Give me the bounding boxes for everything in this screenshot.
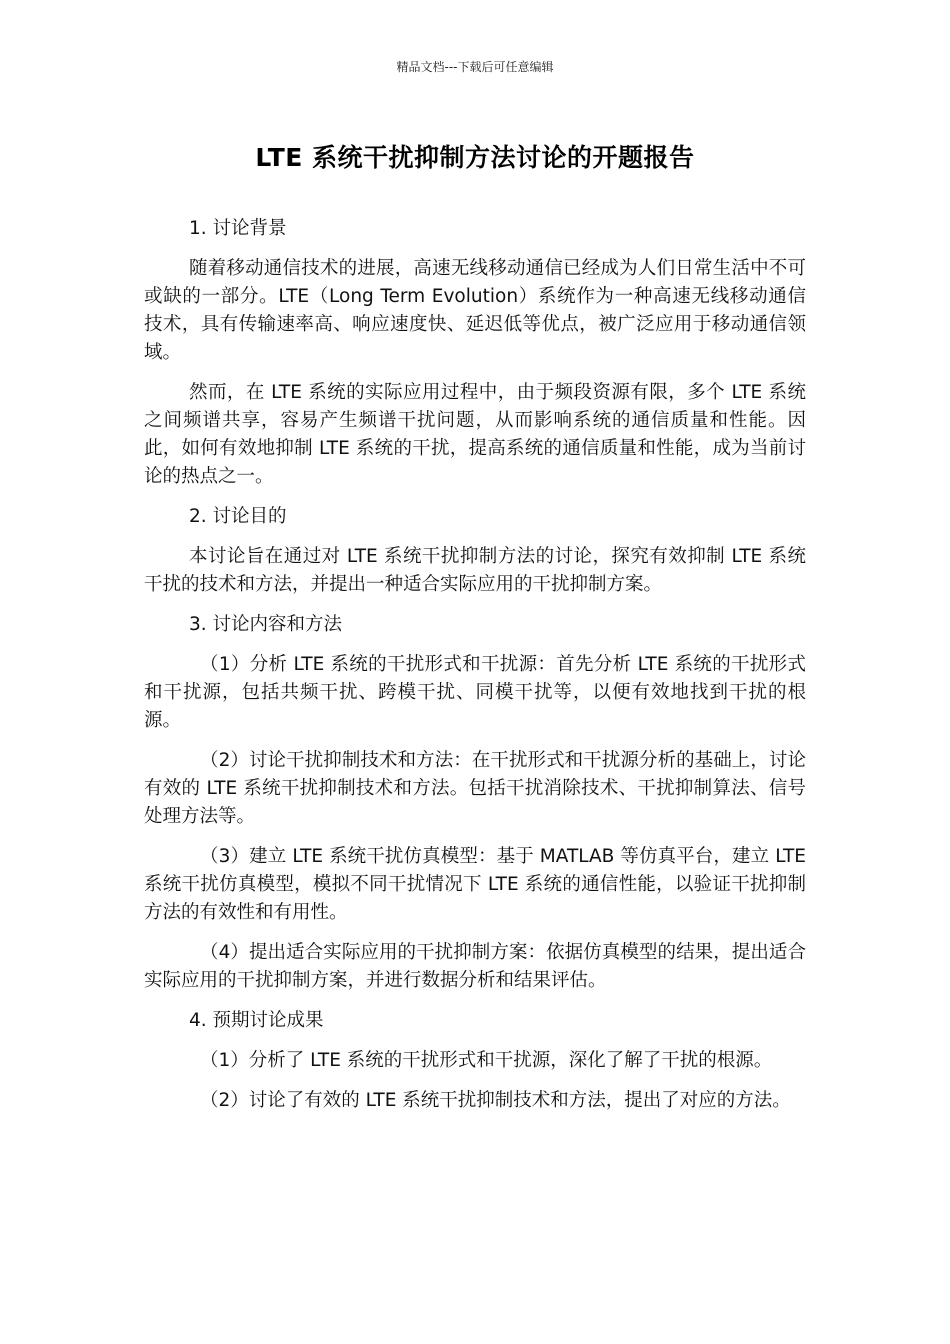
content-item-2: （2）讨论干扰抑制技术和方法：在干扰形式和干扰源分析的基础上，讨论有效的 LTE 系统干扰抑制技术和方法。包括干扰消除技术、干扰抑制算法、信号处理方法等。	[144, 750, 806, 827]
page-header: 精品文档---下载后可任意编辑	[396, 60, 554, 74]
section-heading-background: 1. 讨论背景	[189, 218, 287, 239]
document-body	[144, 215, 806, 1127]
document-title: LTE 系统干扰抑制方法讨论的开题报告	[255, 143, 695, 172]
section-heading-expected-results: 4. 预期讨论成果	[189, 1010, 324, 1031]
result-item-1: （1）分析了 LTE 系统的干扰形式和干扰源，深化了解了干扰的根源。	[200, 1050, 773, 1071]
content-item-3: （3）建立 LTE 系统干扰仿真模型：基于 MATLAB 等仿真平台，建立 LTE 系统干扰仿真模型，模拟不同干扰情况下 LTE 系统的通信性能，以验证干扰抑制方法的有效性和有用性。	[144, 846, 806, 923]
content-item-4: （4）提出适合实际应用的干扰抑制方案：依据仿真模型的结果，提出适合实际应用的干扰抑制方案，并进行数据分析和结果评估。	[144, 942, 806, 991]
content-item-1: （1）分析 LTE 系统的干扰形式和干扰源：首先分析 LTE 系统的干扰形式和干扰源，包括共频干扰、跨模干扰、同模干扰等，以便有效地找到干扰的根源。	[144, 654, 806, 731]
paragraph-background-2: 然而，在 LTE 系统的实际应用过程中，由于频段资源有限，多个 LTE 系统之间频谱共享，容易产生频谱干扰问题，从而影响系统的通信质量和性能。因此，如何有效地抑制 LTE 系统的干扰，提高系统的通信质量和性能，成为当前讨论的热点之一。	[144, 382, 806, 487]
result-item-2: （2）讨论了有效的 LTE 系统干扰抑制技术和方法，提出了对应的方法。	[200, 1090, 791, 1111]
section-heading-purpose: 2. 讨论目的	[189, 506, 287, 527]
section-heading-content-methods: 3. 讨论内容和方法	[189, 614, 343, 635]
paragraph-background-1: 随着移动通信技术的进展，高速无线移动通信已经成为人们日常生活中不可或缺的一部分。LTE（Long Term Evolution）系统作为一种高速无线移动通信技术，具有传输速率高、响应速度快、延迟低等优点，被广泛应用于移动通信领域。	[144, 258, 806, 363]
paragraph-purpose: 本讨论旨在通过对 LTE 系统干扰抑制方法的讨论，探究有效抑制 LTE 系统干扰的技术和方法，并提出一种适合实际应用的干扰抑制方案。	[144, 546, 806, 595]
